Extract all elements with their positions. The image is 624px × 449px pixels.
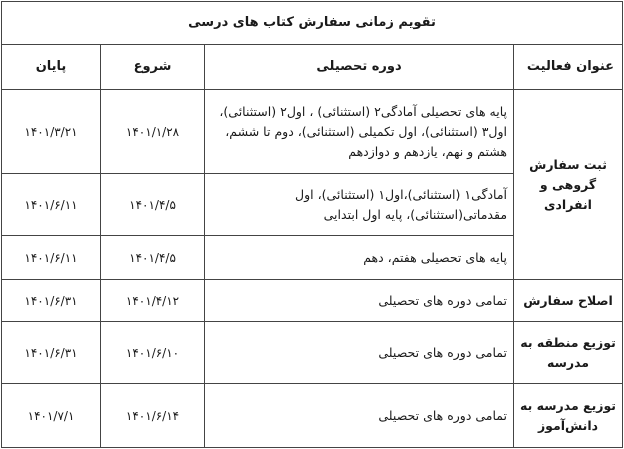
start-date-cell: ۱۴۰۱/۶/۱۴ bbox=[101, 384, 205, 448]
start-date-cell: ۱۴۰۱/۶/۱۰ bbox=[101, 322, 205, 384]
end-date-cell: ۱۴۰۱/۶/۳۱ bbox=[2, 322, 101, 384]
activity-cell: توزیع مدرسه به دانش‌آموز bbox=[514, 384, 623, 448]
schedule-table bbox=[1, 1, 623, 448]
end-date-cell: ۱۴۰۱/۶/۱۱ bbox=[2, 174, 101, 236]
table-row bbox=[2, 280, 623, 322]
end-date-cell: ۱۴۰۱/۶/۳۱ bbox=[2, 280, 101, 322]
table-row bbox=[2, 384, 623, 448]
end-date-cell: ۱۴۰۱/۶/۱۱ bbox=[2, 236, 101, 280]
course-cell: تمامی دوره های تحصیلی bbox=[205, 384, 514, 448]
end-date-cell: ۱۴۰۱/۳/۲۱ bbox=[2, 90, 101, 174]
header-end: پایان bbox=[2, 45, 101, 90]
course-cell: تمامی دوره های تحصیلی bbox=[205, 280, 514, 322]
course-cell: آمادگی۱ (استثنائی)،اول۱ (استثنائی)، اول مقدماتی(استثنائی)، پایه اول ابتدایی bbox=[205, 174, 514, 236]
start-date-cell: ۱۴۰۱/۱/۲۸ bbox=[101, 90, 205, 174]
course-cell: تمامی دوره های تحصیلی bbox=[205, 322, 514, 384]
table-row bbox=[2, 90, 623, 174]
activity-cell: اصلاح سفارش bbox=[514, 280, 623, 322]
end-date-cell: ۱۴۰۱/۷/۱ bbox=[2, 384, 101, 448]
table-title: تقویم زمانی سفارش کتاب های درسی bbox=[2, 2, 623, 45]
header-activity: عنوان فعالیت bbox=[514, 45, 623, 90]
header-row bbox=[2, 45, 623, 90]
course-cell: پایه های تحصیلی هفتم، دهم bbox=[205, 236, 514, 280]
table-row bbox=[2, 322, 623, 384]
header-course: دوره تحصیلی bbox=[205, 45, 514, 90]
start-date-cell: ۱۴۰۱/۴/۱۲ bbox=[101, 280, 205, 322]
activity-cell: توزیع منطقه به مدرسه bbox=[514, 322, 623, 384]
activity-cell: ثبت سفارش گروهی و انفرادی bbox=[514, 90, 623, 280]
start-date-cell: ۱۴۰۱/۴/۵ bbox=[101, 236, 205, 280]
course-cell: پایه های تحصیلی آمادگی۲ (استثنائی) ، اول۲ (استثنائی)، اول۳ (استثنائی)، اول تکمیلی (استثنائی)، دوم تا ششم، هشتم و نهم، یازدهم و دوازدهم bbox=[205, 90, 514, 174]
start-date-cell: ۱۴۰۱/۴/۵ bbox=[101, 174, 205, 236]
header-start: شروع bbox=[101, 45, 205, 90]
